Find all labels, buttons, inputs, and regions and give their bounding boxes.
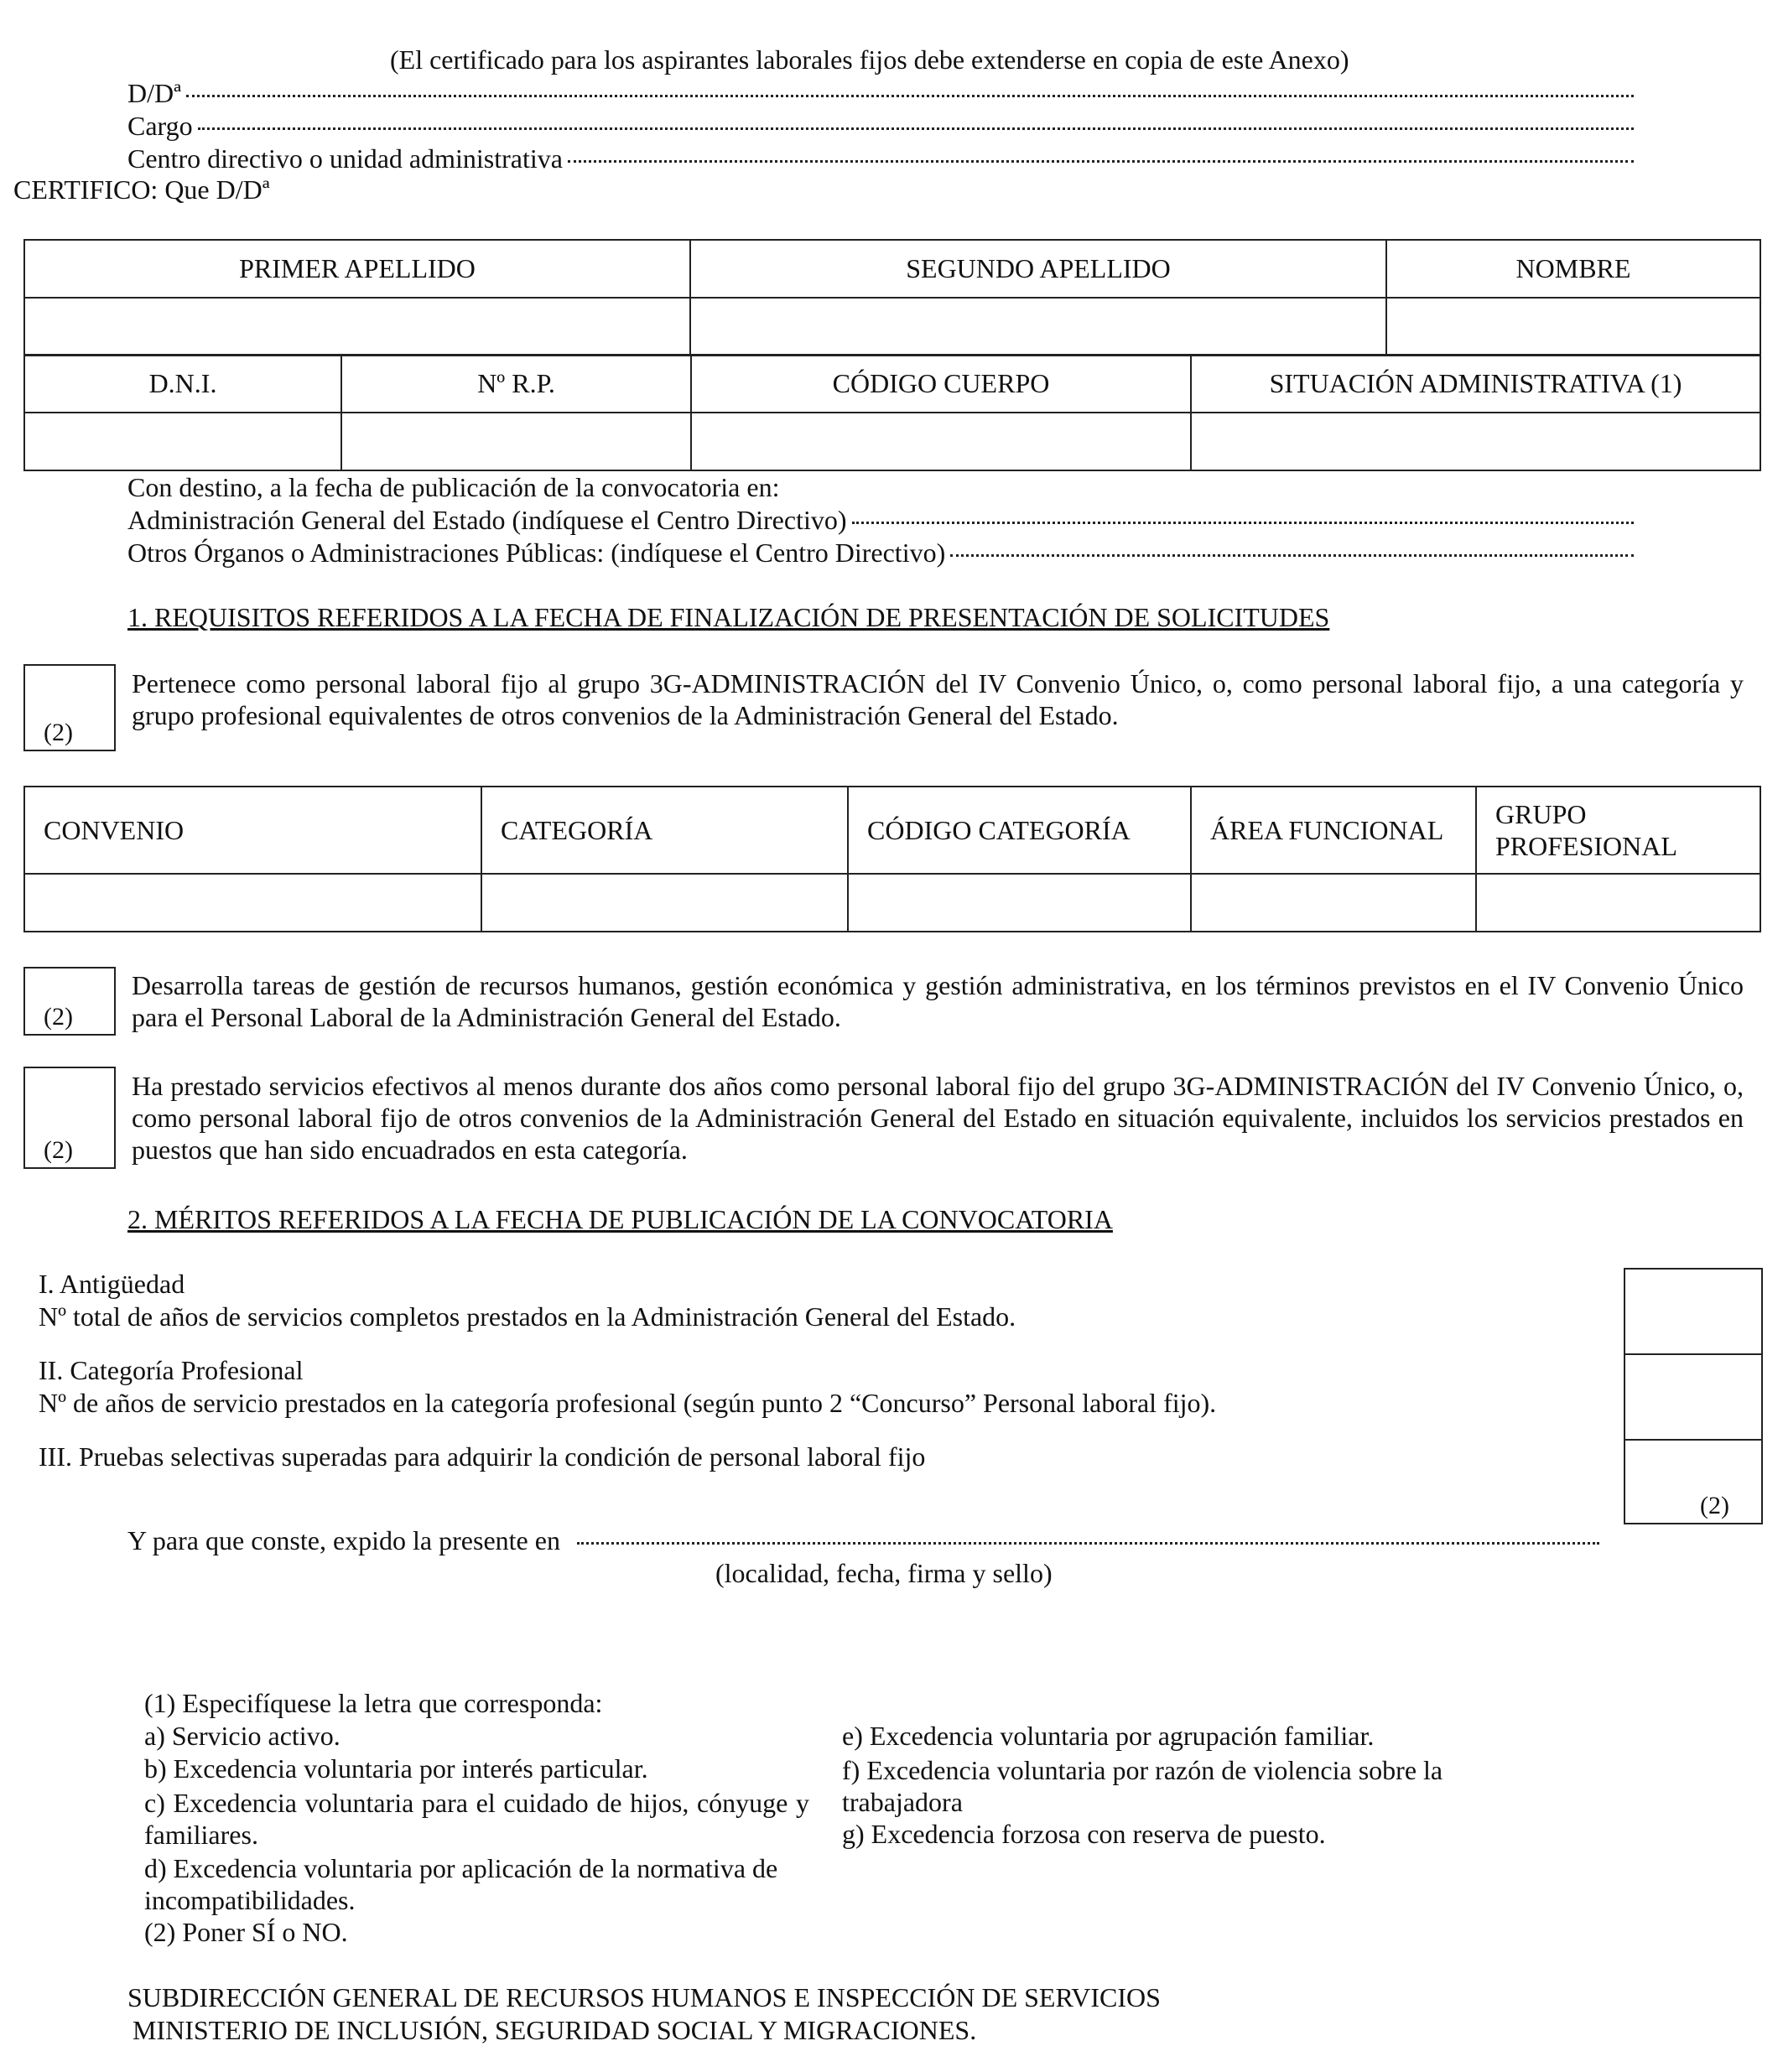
input-codigo-cuerpo[interactable]: [691, 413, 1191, 470]
field-cargo-label: Cargo: [127, 111, 193, 141]
field-destino-otros[interactable]: [127, 537, 1634, 569]
input-segundo-apellido[interactable]: [690, 298, 1386, 356]
section1-title: 1. REQUISITOS REFERIDOS A LA FECHA DE FINALIZACIÓN DE PRESENTACIÓN DE SOLICITUDES: [127, 602, 1330, 632]
personal-table: [23, 239, 1761, 356]
destino-otros-label: Otros Órganos o Administraciones Públicas: (indíquese el Centro Directivo): [127, 537, 946, 568]
req2-text: Desarrolla tareas de gestión de recursos humanos, gestión económica y gestión administrativa, en los términos previstos en el IV Convenio Único para el Personal Laboral de la Administración General del Estado.: [132, 970, 1744, 1032]
note-g: g) Excedencia forzosa con reserva de puesto.: [842, 1819, 1326, 1849]
footer-line1: SUBDIRECCIÓN GENERAL DE RECURSOS HUMANOS E INSPECCIÓN DE SERVICIOS: [127, 1982, 1161, 2012]
input-categoria[interactable]: [481, 874, 848, 932]
footer-line2: MINISTERIO DE INCLUSIÓN, SEGURIDAD SOCIAL Y MIGRACIONES.: [133, 2015, 977, 2045]
note-f: f) Excedencia voluntaria por razón de violencia sobre la trabajadora: [842, 1755, 1443, 1817]
expido-dots: [577, 1542, 1599, 1545]
input-area-funcional[interactable]: [1191, 874, 1476, 932]
header-segundo-apellido: SEGUNDO APELLIDO: [690, 240, 1386, 298]
input-convenio[interactable]: [24, 874, 481, 932]
personal-table-2: [23, 354, 1761, 471]
header-codigo-cuerpo: CÓDIGO CUERPO: [691, 355, 1191, 413]
antiguedad-text: Nº total de años de servicios completos prestados en la Administración General del Estado.: [39, 1301, 1016, 1332]
note-e: e) Excedencia voluntaria por agrupación familiar.: [842, 1721, 1375, 1751]
note-d: d) Excedencia voluntaria por aplicación de la normativa de incompatibilidades.: [144, 1853, 778, 1915]
field-centro-dots: [568, 160, 1634, 163]
field-cargo-dots: [198, 127, 1634, 130]
notes-intro: (1) Especifíquese la letra que corresponda:: [144, 1688, 603, 1718]
box-antiguedad[interactable]: [1625, 1270, 1761, 1355]
header-dni: D.N.I.: [24, 355, 341, 413]
destino-intro: Con destino, a la fecha de publicación de la convocatoria en:: [127, 472, 780, 502]
header-situacion: SITUACIÓN ADMINISTRATIVA (1): [1191, 355, 1760, 413]
field-centro[interactable]: [127, 143, 1634, 174]
input-nrp[interactable]: [341, 413, 691, 470]
destino-age-label: Administración General del Estado (indíquese el Centro Directivo): [127, 505, 847, 535]
req2-checkbox[interactable]: [23, 967, 116, 1036]
sign-note: (localidad, fecha, firma y sello): [715, 1558, 1053, 1588]
header-categoria: CATEGORÍA: [481, 787, 848, 874]
categoria-title: II. Categoría Profesional: [39, 1355, 304, 1385]
header-note: (El certificado para los aspirantes laborales fijos debe extenderse en copia de este Anexo): [390, 44, 1349, 75]
req3-text: Ha prestado servicios efectivos al menos durante dos años como personal laboral fijo del grupo 3G-ADMINISTRACIÓN del IV Convenio Único, o, como personal laboral fijo de otros convenios de la Administración General del Estado en situación equivalente, incluidos los servicios prestados en puestos que han sido encuadrados en esta categoría.: [132, 1071, 1744, 1165]
field-cargo[interactable]: [127, 110, 1634, 142]
field-dd-dots: [186, 95, 1634, 97]
req2-mark: (2): [44, 1003, 73, 1031]
pruebas-text: III. Pruebas selectivas superadas para adquirir la condición de personal laboral fijo: [39, 1441, 926, 1472]
input-nombre[interactable]: [1386, 298, 1760, 356]
field-expido[interactable]: [127, 1524, 1599, 1556]
note-2: (2) Poner SÍ o NO.: [144, 1917, 348, 1947]
req3-checkbox[interactable]: [23, 1067, 116, 1169]
antiguedad-title: I. Antigüedad: [39, 1269, 185, 1299]
field-destino-age[interactable]: [127, 504, 1634, 536]
header-area-funcional: ÁREA FUNCIONAL: [1191, 787, 1476, 874]
field-dd-label: D/Dª: [127, 78, 181, 108]
header-nombre: NOMBRE: [1386, 240, 1760, 298]
box-categoria[interactable]: [1625, 1355, 1761, 1441]
box-pruebas[interactable]: [1625, 1441, 1761, 1523]
box-pruebas-mark: (2): [1700, 1492, 1729, 1519]
header-grupo-profesional: GRUPO PROFESIONAL: [1476, 787, 1760, 874]
meritos-boxes: [1624, 1268, 1763, 1524]
categoria-text: Nº de años de servicio prestados en la categoría profesional (según punto 2 “Concurso” Personal laboral fijo).: [39, 1388, 1217, 1418]
expido-label: Y para que conste, expido la presente en: [127, 1525, 560, 1555]
section2-title: 2. MÉRITOS REFERIDOS A LA FECHA DE PUBLICACIÓN DE LA CONVOCATORIA: [127, 1204, 1113, 1234]
req1-text: Pertenece como personal laboral fijo al grupo 3G-ADMINISTRACIÓN del IV Convenio Único, o, como personal laboral fijo, a una categoría y grupo profesional equivalentes de otros convenios de la Administración General del Estado.: [132, 668, 1744, 730]
field-centro-label: Centro directivo o unidad administrativa: [127, 143, 563, 174]
note-b: b) Excedencia voluntaria por interés particular.: [144, 1753, 648, 1784]
field-dd[interactable]: [127, 77, 1634, 109]
input-situacion[interactable]: [1191, 413, 1760, 470]
input-primer-apellido[interactable]: [24, 298, 690, 356]
header-codigo-categoria: CÓDIGO CATEGORÍA: [848, 787, 1191, 874]
note-a: a) Servicio activo.: [144, 1721, 340, 1751]
input-codigo-categoria[interactable]: [848, 874, 1191, 932]
destino-otros-dots: [950, 554, 1634, 557]
convenio-table: [23, 786, 1761, 932]
header-nrp: Nº R.P.: [341, 355, 691, 413]
req3-mark: (2): [44, 1136, 73, 1164]
req1-checkbox[interactable]: [23, 664, 116, 751]
header-convenio: CONVENIO: [24, 787, 481, 874]
certifico-label: CERTIFICO: Que D/Dª: [13, 174, 270, 205]
req1-mark: (2): [44, 719, 73, 746]
input-dni[interactable]: [24, 413, 341, 470]
note-c: c) Excedencia voluntaria para el cuidado de hijos, cónyuge y familiares.: [144, 1788, 809, 1850]
destino-age-dots: [852, 522, 1634, 524]
input-grupo-profesional[interactable]: [1476, 874, 1760, 932]
header-primer-apellido: PRIMER APELLIDO: [24, 240, 690, 298]
